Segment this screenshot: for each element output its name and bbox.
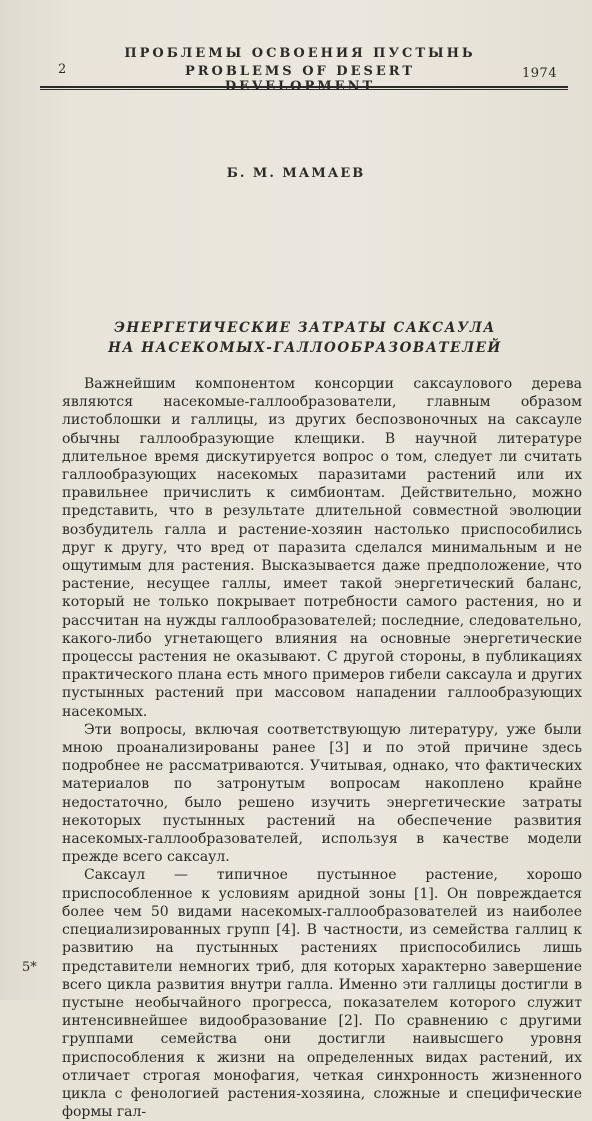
header-rule xyxy=(40,86,568,88)
paragraph-3: Саксаул — типичное пустынное растение, хорошо приспособленное к условиям аридной зоны [1]. Он повреждается более чем 50 видами насекомых-галлообразователей из наиболее специализированных групп [4]. В частности, из семейства галлиц к развитию на пустынных растениях приспособились лишь представители немногих триб, для которых характерно завершение всего цикла развития внутри галла. Именно эти галлицы достигли в пустыне необычайного прогресса, показателем которого служит интенсивнейшее видообразование [2]. По сравнению с другими группами семейства они достигли наивысшего уровня приспособления к жизни на определенных видах растений, их отличает строгая монофагия, четкая синхронность жизненного цикла с фенологией растения-хозяина, сложные и специфические формы гал- xyxy=(62,867,582,1121)
paragraph-2: Эти вопросы, включая соответствующую литературу, уже были мною проанализированы ранее [3] и по этой причине здесь подробнее не рассматриваются. Учитывая, однако, что фактических материалов по затронутым вопросам накоплено крайне недостаточно, было решено изучить энергетические затраты некоторых пустынных растений на обеспечение развития насекомых-галлообразователей, используя в качестве модели прежде всего саксаул. xyxy=(62,721,582,866)
article-title-line-2: НА НАСЕКОМЫХ-ГАЛЛООБРАЗОВАТЕЛЕЙ xyxy=(108,340,502,356)
journal-title-english: PROBLEMS OF DESERT xyxy=(184,64,416,79)
paragraph-1: Важнейшим компонентом консорции саксаулового дерева являются насекомые-галлообразователи, главным образом листоблошки и галлицы, из других беспозвоночных на саксауле обычны галлообразующие клещики. В научной литературе длительное время дискутируется вопрос о том, следует ли считать галлообразующих насекомых паразитами растений или их правильнее причислить к симбионтам. Действительно, можно представить, что в результате длительной совместной эволюции возбудитель галла и растение-хозяин настолько приспособились друг к другу, что вред от паразита сделался минимальным и не ощутимым для растения. Высказывается даже предположение, что растение, несущее галлы, имеет такой энергетический баланс, который не только покрывает потребности самого растения, но и рассчитан на нужды галлообразователей; последние, следовательно, какого-либо угнетающего влияния на основные энергетические процессы растения не оказывают. С другой стороны, в публикациях практического плана есть много примеров гибели саксаула и других пустынных растений при массовом нападении галлообразующих насекомых. xyxy=(62,376,582,720)
printer-signature: 5* xyxy=(22,960,37,975)
article-title-line-1: ЭНЕРГЕТИЧЕСКИЕ ЗАТРАТЫ САКСАУЛА xyxy=(114,320,496,336)
header-rule-thin xyxy=(40,89,568,90)
article-body xyxy=(62,375,582,1121)
article-author: Б. М. МАМАЕВ xyxy=(226,166,366,181)
journal-title-russian: ПРОБЛЕМЫ ОСВОЕНИЯ ПУСТЫНЬ xyxy=(124,46,476,61)
publication-year: 1974 xyxy=(522,66,558,81)
page-number: 2 xyxy=(58,62,68,77)
